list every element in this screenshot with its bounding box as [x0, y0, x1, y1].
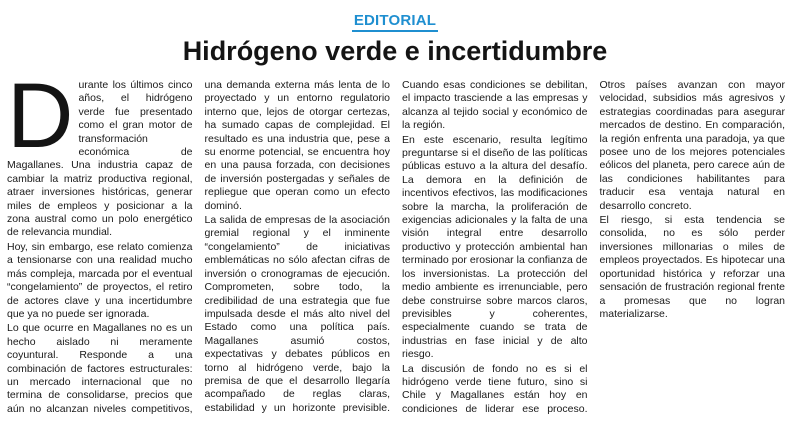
headline-regular: e incertidumbre [404, 36, 608, 66]
article-body [7, 65, 785, 421]
paragraph [7, 65, 193, 240]
paragraph: El riesgo, si esta tendencia se consolida, no es sólo perder inversiones millonarias o miles de empleos proyectados. Es hipotecar una oportunidad histórica y reforzar una sensación de frustración regional frente a promesas que no logran materializarse. [599, 214, 785, 320]
paragraph: Hoy, sin embargo, ese relato comienza a tensionarse con una realidad mucho más compleja, marcada por el eventual “congelamiento” de proyectos, el retiro de actores clave y una incertidumbre que ya no puede ser ignorada. [7, 240, 193, 320]
drop-cap: D [7, 65, 74, 167]
headline-bold: Hidrógeno verde [182, 36, 398, 66]
paragraph-text: urante los últimos cinco años, el hidrógeno verde fue presentado como el gran motor de transformación económica de Magallanes. Una industria capaz de cambiar la matriz productiva regional, atraer inversiones históricas, generar miles de empleos y posicionar a la zona austral como un polo energético de relevancia mundial. [7, 79, 193, 239]
section-header [0, 12, 790, 32]
paragraph: En este escenario, resulta legítimo preguntarse si el diseño de las políticas públicas estuvo a la altura del desafío. La demora en la definición de incentivos efectivos, las modificaciones sobre la marcha, la proliferación de exigencias adicionales y la falta de una visión integral entre desarrollo productivo y protección ambiental han terminado por erosionar la confianza de los inversionistas. La protección del medio ambiente es irrenunciable, pero debe construirse sobre marcos claros, previsibles y coherentes, especialmente cuando se trata de industrias en fase inicial y de alto riesgo. [402, 133, 588, 361]
paragraph: Lo que ocurre en Magallanes no es un hecho aislado ni meramente coyuntural. Responde a una combinación de factores estructurales: un mercado internacional que no termina de consolidarse, precios que aún no alcanzan niveles competitivos, una demanda externa más lenta de lo proyectado y un entorno regulatorio interno que, lejos de otorgar certezas, ha sumado capas de complejidad. El resultado es una industria que, pese a su enorme potencial, se encuentra hoy en una pausa forzada, con decisiones de inversión postergadas y señales de repliegue que operan como un efecto dominó. [7, 79, 390, 415]
section-label: EDITORIAL [352, 12, 438, 32]
headline [0, 34, 790, 68]
paragraph: La discusión de fondo no es si el hidrógeno verde tiene futuro, sino si Chile y Magallanes están hoy en condiciones de liderar ese proceso. Otros países avanzan con mayor velocidad, subsidios más agresivos y estrategias coordinadas para asegurar mercados de destino. En comparación, la región enfrenta una paradoja, ya que posee uno de los mejores potenciales eólicos del planeta, pero carece aún de las condiciones habilitantes para traducir esa ventaja natural en desarrollo concreto. [402, 79, 785, 415]
paragraph: La salida de empresas de la asociación gremial regional y el inminente “congelamiento” de iniciativas emblemáticas no sólo afectan cifras de inversión o cronogramas de ejecución. Comprometen, sobre todo, la credibilidad de una estrategia que fue impulsada desde el más alto nivel del Estado como una política país. Magallanes asumió costos, expectativas y debates públicos en torno al hidrógeno verde, bajo la premisa de que el desarrollo llegaría acompañado de reglas claras, estabilidad y un horizonte previsible. Cuando esas condiciones se debilitan, el impacto trasciende a las empresas y alcanza al tejido social y económico de la región. [204, 79, 588, 414]
